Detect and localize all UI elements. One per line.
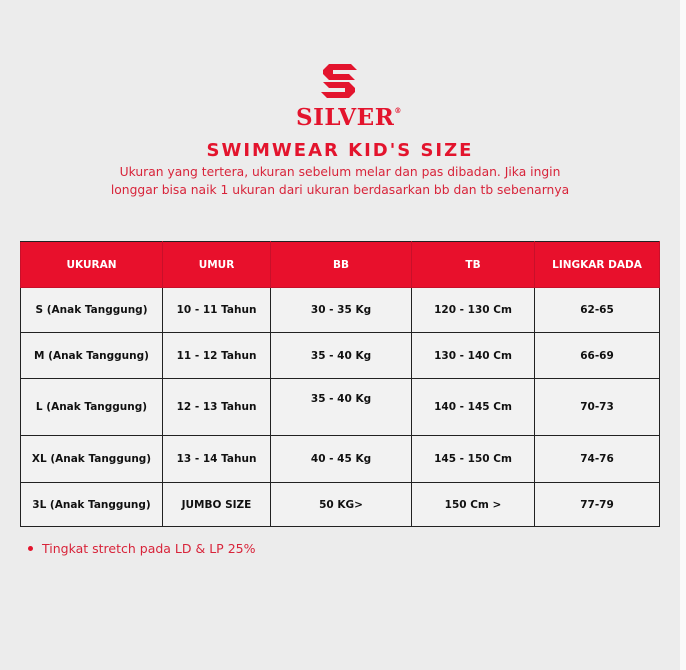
size-table — [20, 241, 660, 527]
table-header-row — [21, 242, 660, 288]
table-cell: 74-76 — [535, 436, 660, 483]
column-header-tb: TB — [412, 242, 535, 288]
table-row — [21, 333, 660, 379]
table-cell: 150 Cm > — [412, 483, 535, 527]
note-text: Tingkat stretch pada LD & LP 25% — [42, 541, 256, 556]
table-cell: M (Anak Tanggung) — [21, 333, 163, 379]
table-cell: 13 - 14 Tahun — [163, 436, 271, 483]
table-cell: 120 - 130 Cm — [412, 288, 535, 333]
brand-registered-mark: ® — [394, 106, 402, 115]
table-cell: 3L (Anak Tanggung) — [21, 483, 163, 527]
table-row — [21, 483, 660, 527]
silver-logo-icon — [319, 62, 359, 100]
table-cell: 40 - 45 Kg — [271, 436, 412, 483]
brand-wordmark — [296, 104, 402, 134]
table-cell: 62-65 — [535, 288, 660, 333]
table-cell: 70-73 — [535, 379, 660, 436]
column-header-umur: UMUR — [163, 242, 271, 288]
table-cell: 35 - 40 Kg — [271, 379, 412, 436]
column-header-bb: BB — [271, 242, 412, 288]
subtitle-line: longgar bisa naik 1 ukuran dari ukuran berdasarkan bb dan tb sebenarnya — [110, 183, 570, 197]
table-cell: JUMBO SIZE — [163, 483, 271, 527]
table-cell: 50 KG> — [271, 483, 412, 527]
column-header-lingkar-dada: LINGKAR DADA — [535, 242, 660, 288]
table-cell: XL (Anak Tanggung) — [21, 436, 163, 483]
table-cell: 30 - 35 Kg — [271, 288, 412, 333]
table-row — [21, 436, 660, 483]
bullet-icon — [28, 546, 33, 551]
brand-name: SILVER — [296, 104, 395, 131]
table-row — [21, 379, 660, 436]
table-cell: 145 - 150 Cm — [412, 436, 535, 483]
table-cell: S (Anak Tanggung) — [21, 288, 163, 333]
table-cell: 12 - 13 Tahun — [163, 379, 271, 436]
table-cell: 130 - 140 Cm — [412, 333, 535, 379]
table-cell: 77-79 — [535, 483, 660, 527]
table-cell: 66-69 — [535, 333, 660, 379]
table-cell: 10 - 11 Tahun — [163, 288, 271, 333]
table-cell: L (Anak Tanggung) — [21, 379, 163, 436]
column-header-ukuran: UKURAN — [21, 242, 163, 288]
table-cell: 35 - 40 Kg — [271, 333, 412, 379]
table-row — [21, 288, 660, 333]
page-title: SWIMWEAR KID'S SIZE — [206, 140, 474, 161]
table-cell: 140 - 145 Cm — [412, 379, 535, 436]
table-cell: 11 - 12 Tahun — [163, 333, 271, 379]
stretch-note — [28, 541, 255, 556]
subtitle-line: Ukuran yang tertera, ukuran sebelum melar dan pas dibadan. Jika ingin — [119, 165, 561, 179]
subtitle — [0, 163, 680, 199]
